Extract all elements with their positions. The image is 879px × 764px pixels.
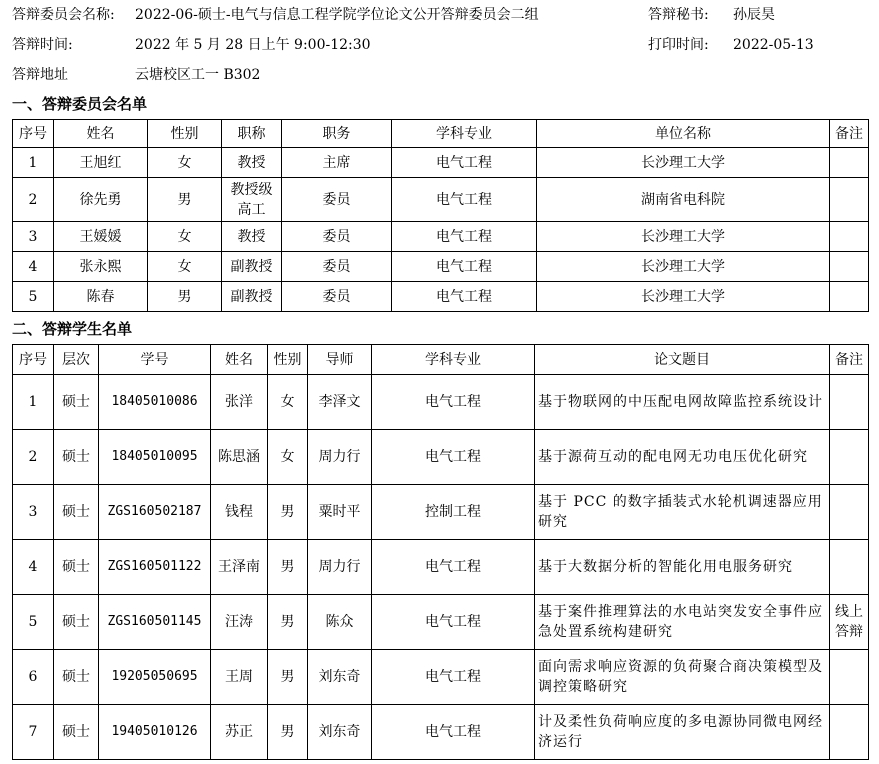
cell-note (830, 148, 869, 178)
cell-thesis: 基于物联网的中压配电网故障监控系统设计 (535, 375, 830, 430)
cell-no: 2 (13, 178, 54, 222)
cell-gender: 男 (148, 178, 222, 222)
cell-role: 委员 (282, 178, 392, 222)
column-header: 姓名 (54, 120, 148, 148)
cell-major: 电气工程 (392, 222, 537, 252)
column-header: 序号 (13, 120, 54, 148)
cell-name: 王周 (211, 650, 268, 705)
cell-major: 电气工程 (372, 650, 535, 705)
cell-level: 硕士 (54, 650, 99, 705)
cell-org: 长沙理工大学 (537, 282, 830, 312)
cell-gender: 男 (268, 595, 308, 650)
cell-rank: 教授级高工 (222, 178, 282, 222)
cell-major: 电气工程 (372, 705, 535, 760)
cell-major: 控制工程 (372, 485, 535, 540)
cell-rank: 副教授 (222, 282, 282, 312)
cell-name: 汪涛 (211, 595, 268, 650)
table-row (13, 430, 869, 485)
cell-name: 钱程 (211, 485, 268, 540)
cell-level: 硕士 (54, 540, 99, 595)
cell-role: 委员 (282, 222, 392, 252)
print-time-label: 打印时间: (648, 37, 709, 53)
table-row (13, 595, 869, 650)
cell-thesis: 面向需求响应资源的负荷聚合商决策模型及调控策略研究 (535, 650, 830, 705)
column-header: 单位名称 (537, 120, 830, 148)
committee-header-row (13, 120, 869, 148)
cell-name: 王旭红 (54, 148, 148, 178)
cell-level: 硕士 (54, 705, 99, 760)
cell-thesis: 基于 PCC 的数字插装式水轮机调速器应用研究 (535, 485, 830, 540)
table-row (13, 178, 869, 222)
cell-role: 主席 (282, 148, 392, 178)
cell-note (830, 282, 869, 312)
cell-major: 电气工程 (372, 540, 535, 595)
column-header: 性别 (148, 120, 222, 148)
cell-advisor: 李泽文 (308, 375, 372, 430)
cell-no: 7 (13, 705, 54, 760)
cell-name: 王媛媛 (54, 222, 148, 252)
cell-role: 委员 (282, 282, 392, 312)
cell-org: 湖南省电科院 (537, 178, 830, 222)
cell-advisor: 陈众 (308, 595, 372, 650)
table-row (13, 148, 869, 178)
cell-name: 陈思涵 (211, 430, 268, 485)
cell-no: 2 (13, 430, 54, 485)
table-row (13, 650, 869, 705)
cell-note (830, 222, 869, 252)
column-header: 序号 (13, 345, 54, 375)
cell-advisor: 周力行 (308, 430, 372, 485)
column-header: 学科专业 (372, 345, 535, 375)
cell-student-id: 19205050695 (99, 650, 211, 705)
cell-no: 1 (13, 375, 54, 430)
column-header: 学号 (99, 345, 211, 375)
column-header: 姓名 (211, 345, 268, 375)
cell-name: 苏正 (211, 705, 268, 760)
table-row (13, 252, 869, 282)
cell-major: 电气工程 (372, 375, 535, 430)
defense-place-value: 云塘校区工一 B302 (135, 67, 261, 83)
cell-org: 长沙理工大学 (537, 222, 830, 252)
table-row (13, 705, 869, 760)
cell-note (830, 485, 869, 540)
cell-role: 委员 (282, 252, 392, 282)
cell-thesis: 基于源荷互动的配电网无功电压优化研究 (535, 430, 830, 485)
cell-gender: 女 (148, 148, 222, 178)
cell-gender: 男 (148, 282, 222, 312)
cell-note (830, 375, 869, 430)
students-table (12, 344, 869, 760)
column-header: 层次 (54, 345, 99, 375)
cell-rank: 教授 (222, 222, 282, 252)
column-header: 导师 (308, 345, 372, 375)
cell-no: 4 (13, 252, 54, 282)
cell-gender: 女 (268, 375, 308, 430)
cell-no: 3 (13, 222, 54, 252)
cell-advisor: 刘东奇 (308, 705, 372, 760)
cell-student-id: ZGS160502187 (99, 485, 211, 540)
column-header: 论文题目 (535, 345, 830, 375)
cell-no: 4 (13, 540, 54, 595)
secretary-value: 孙辰昊 (733, 7, 775, 23)
cell-note (830, 705, 869, 760)
cell-no: 6 (13, 650, 54, 705)
cell-note: 线上答辩 (830, 595, 869, 650)
cell-gender: 男 (268, 485, 308, 540)
cell-rank: 教授 (222, 148, 282, 178)
cell-name: 王泽南 (211, 540, 268, 595)
table-row (13, 540, 869, 595)
committee-name-value: 2022-06-硕士-电气与信息工程学院学位论文公开答辩委员会二组 (135, 7, 539, 23)
cell-major: 电气工程 (392, 178, 537, 222)
cell-level: 硕士 (54, 375, 99, 430)
cell-no: 5 (13, 282, 54, 312)
column-header: 性别 (268, 345, 308, 375)
column-header: 备注 (830, 345, 869, 375)
cell-major: 电气工程 (372, 595, 535, 650)
defense-place-label: 答辩地址 (12, 67, 68, 83)
students-header-row (13, 345, 869, 375)
cell-org: 长沙理工大学 (537, 148, 830, 178)
cell-name: 张洋 (211, 375, 268, 430)
cell-level: 硕士 (54, 595, 99, 650)
cell-rank: 副教授 (222, 252, 282, 282)
defense-time-label: 答辩时间: (12, 37, 73, 53)
column-header: 职务 (282, 120, 392, 148)
cell-note (830, 178, 869, 222)
cell-major: 电气工程 (372, 430, 535, 485)
cell-level: 硕士 (54, 430, 99, 485)
cell-advisor: 周力行 (308, 540, 372, 595)
cell-gender: 男 (268, 705, 308, 760)
cell-thesis: 计及柔性负荷响应度的多电源协同微电网经济运行 (535, 705, 830, 760)
committee-section-title: 一、答辩委员会名单 (12, 95, 148, 113)
cell-major: 电气工程 (392, 148, 537, 178)
table-row (13, 222, 869, 252)
cell-note (830, 430, 869, 485)
cell-name: 陈春 (54, 282, 148, 312)
cell-note (830, 650, 869, 705)
cell-student-id: ZGS160501122 (99, 540, 211, 595)
column-header: 职称 (222, 120, 282, 148)
cell-advisor: 刘东奇 (308, 650, 372, 705)
cell-name: 张永熙 (54, 252, 148, 282)
cell-gender: 女 (148, 222, 222, 252)
cell-level: 硕士 (54, 485, 99, 540)
cell-no: 3 (13, 485, 54, 540)
cell-major: 电气工程 (392, 282, 537, 312)
cell-gender: 男 (268, 540, 308, 595)
table-row (13, 282, 869, 312)
cell-major: 电气工程 (392, 252, 537, 282)
cell-note (830, 252, 869, 282)
column-header: 备注 (830, 120, 869, 148)
print-time-value: 2022-05-13 (733, 37, 814, 53)
students-section-title: 二、答辩学生名单 (12, 320, 133, 338)
committee-table (12, 119, 869, 312)
committee-name-label: 答辩委员会名称: (12, 7, 115, 23)
cell-gender: 女 (268, 430, 308, 485)
cell-org: 长沙理工大学 (537, 252, 830, 282)
secretary-label: 答辩秘书: (648, 7, 709, 23)
table-row (13, 485, 869, 540)
cell-student-id: 18405010095 (99, 430, 211, 485)
table-row (13, 375, 869, 430)
cell-student-id: ZGS160501145 (99, 595, 211, 650)
cell-no: 1 (13, 148, 54, 178)
cell-advisor: 粟时平 (308, 485, 372, 540)
column-header: 学科专业 (392, 120, 537, 148)
cell-no: 5 (13, 595, 54, 650)
cell-thesis: 基于案件推理算法的水电站突发安全事件应急处置系统构建研究 (535, 595, 830, 650)
cell-gender: 男 (268, 650, 308, 705)
cell-gender: 女 (148, 252, 222, 282)
defense-time-value: 2022 年 5 月 28 日上午 9:00-12:30 (135, 37, 371, 53)
cell-student-id: 19405010126 (99, 705, 211, 760)
cell-thesis: 基于大数据分析的智能化用电服务研究 (535, 540, 830, 595)
cell-student-id: 18405010086 (99, 375, 211, 430)
cell-note (830, 540, 869, 595)
cell-name: 徐先勇 (54, 178, 148, 222)
